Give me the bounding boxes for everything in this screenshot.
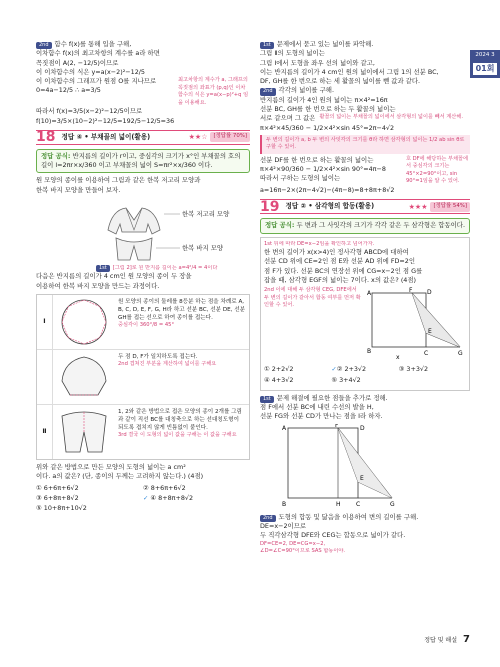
label-b: B	[367, 348, 372, 356]
q18-step-text-1: 이용하여 한복 바지 모양을 만드는 과정이다.	[36, 281, 160, 290]
q18-problem-1: 한복 바지 모양을 만들어 보자.	[36, 185, 121, 194]
fold-row-roman: Ⅰ	[37, 295, 53, 349]
circle-octagon-svg	[56, 296, 112, 348]
step-badge: 2nd	[36, 42, 52, 49]
right-column	[260, 40, 470, 556]
q19-problem-box	[260, 237, 470, 391]
q19-option-2: ✓② 2+3√2	[331, 365, 367, 374]
fold-row-roman	[37, 350, 53, 404]
calc-line-2: 서로 같으며 그 값은	[260, 114, 316, 123]
q18-rate: [정답률 70%]	[210, 132, 250, 142]
q18-number: 18	[36, 129, 56, 146]
q18-option-5: ⑤ 10+8π+10√2	[36, 504, 87, 513]
label-x: x	[396, 354, 400, 362]
fold-row-2	[37, 349, 249, 404]
q19-banner	[260, 199, 470, 214]
label-e: E	[360, 474, 364, 482]
left-column	[36, 40, 250, 515]
q19-sol-step1-line-1: 선분 FG와 선분 CD가 만나는 점을 I라 하자.	[260, 412, 383, 421]
right-intro-line-3: 이는 반지름의 길이가 4 cm인 원의 넓이에서 그림 1의 선분 BC,	[260, 67, 439, 76]
label-f: F	[335, 423, 339, 429]
folding-steps	[36, 294, 250, 460]
hanbok-figure	[36, 198, 250, 262]
q19-step2-note: 2nd 이에 대해 두 삼각형 CEG, DFE에서 두 변의 길이가 같아서 합동 여부를 먼저 확인할 수 있어.	[264, 287, 361, 309]
q18-option-1: ① 6+6π+6√2	[36, 483, 79, 492]
pants-svg	[56, 406, 112, 458]
check-mark-icon: ✓	[331, 365, 337, 374]
calc-line-1: 선분 BC, GH를 한 번으로 하는 두 활꼴의 넓이는	[260, 104, 396, 113]
label-pants: 한복 바지 모양	[182, 243, 224, 252]
q18-step-text-0: 다음은 반지름의 길이가 4 cm인 원 모양의 종이 두 장을	[36, 272, 192, 281]
q18-answer: 정답 ④ • 부채꼴의 넓이(활용)	[61, 132, 151, 141]
label-d: D	[360, 424, 365, 432]
q19-number: 19	[260, 198, 280, 215]
check-mark-icon: ✓	[143, 493, 149, 502]
left-intro-line-2: 꼭짓점이 A(2, −12/5)이므로	[36, 58, 119, 67]
side-tab-year: 2024 3	[475, 52, 495, 58]
q19-options	[264, 365, 466, 385]
q19-problem-3: 잡을 때, 삼각형 EGF의 넓이는 7이다. x의 값은? (4점)	[264, 275, 417, 284]
q18-stars: ★★☆	[188, 133, 208, 142]
pants-shape	[53, 405, 115, 459]
calc-line-3: π×4²×45/360 − 1/2×4²×sin 45°=2π−4√2	[260, 123, 395, 132]
page-footer	[424, 633, 470, 648]
q18-option-2: ② 8+6π+6√2	[143, 483, 186, 492]
fold-row-roman: Ⅱ	[37, 405, 53, 459]
left-intro-line-5: 0=4a−12/5 ∴ a=3/5	[36, 86, 101, 95]
label-f: F	[409, 287, 413, 295]
q19-rate: [정답률 54%]	[430, 202, 470, 212]
label-e: E	[428, 328, 432, 336]
vertex-annotation: 최고차항의 계수가 a, 그래프의 꼭짓점의 좌표가 (p,q)인 이차함수의 식은 y=a(x−p)²+q 임을 이용해요.	[178, 77, 249, 106]
q19-sol-step2-line-1: 두 직각삼각형 DFE와 CEG는 합동으로 넓이가 같다.	[260, 531, 406, 540]
q19-step1-note: 1st 뒤에 따라 DE=x−2임을 확인하고 넘어가자.	[264, 240, 375, 247]
q19-answer: 정답 ② • 삼각형의 합동(활용)	[285, 202, 375, 210]
q19-problem-2: 점 F가 있다. 선분 BC의 연장선 위에 CG=x−2인 점 G를	[264, 266, 423, 275]
arc-df-annotation: 호 DF에 해당하는 부채꼴에서 중심각의 크기는 45°×2=90°이고, sin 90°=1임을 알 수 있어.	[406, 155, 469, 185]
calc-line-0: 반지름의 길이가 4인 원의 넓이는 π×4²=16π	[260, 95, 388, 104]
folded-shape	[53, 350, 115, 404]
calc-line-4: 선분 DF를 한 번으로 하는 활꼴의 넓이는	[260, 155, 374, 164]
q18-option-4: ✓ ④ 8+8π+8√2	[143, 493, 194, 502]
segment-annotation: 활꼴의 넓이는 부채꼴의 넓이에서 삼각형의 넓이를 빼서 계산해.	[319, 114, 463, 121]
q18-step1-note: 1st [그림 2]로 원 반지름 길이는 a=4²/4 = 4이다	[36, 265, 250, 273]
left-intro-line-7: f(10)=3/5×(10−2)²−12/5=192/5−12/5=36	[36, 116, 175, 125]
fold-row-3-desc: 1, 2와 같은 방법으로 접은 모양의 종이 2개를 그림과 같이 직선 BC를 대칭축으로 하는 선대칭도형이 되도록 겹치지 않게 빈틈없이 붙인다. 3rd 결국 이 도형의 넓이 값을 구해는 이 값을 구해요	[118, 409, 242, 439]
q18-banner	[36, 130, 250, 145]
label-d: D	[427, 289, 432, 297]
q19-sol-step2-line-0: DE=x−2이므로	[260, 522, 307, 531]
right-intro-line-1: 그림 Ⅱ의 도형의 넓이는	[260, 49, 325, 58]
q19-sol-step2-line-3: ∠D=∠C=90°이므로 SAS 합동이야.	[260, 548, 346, 555]
footer-label: 정답 및 해설	[424, 636, 458, 644]
q19-sol-step1-title: 1st 문제 해결에 필요한 점들을 추가로 정해.	[260, 394, 470, 403]
fold-row-1	[37, 295, 249, 349]
label-a: A	[367, 290, 372, 298]
calc-line-7: a=16π−2×(2π−4√2)−(4π−8)=8+8π+8√2	[260, 186, 395, 194]
right-intro-line-2: 그림 Ⅰ에서 도형을 좌우 선의 넓이와 같고,	[260, 58, 375, 67]
q18-question-1: 이다. a의 값은? (단, 종이의 두께는 고려하지 않는다.) (4점)	[36, 472, 204, 481]
page-number: 7	[463, 633, 470, 645]
label-h: H	[336, 500, 341, 508]
q19-option-3: ③ 3+3√2	[398, 365, 429, 374]
q18-key-formula: 정답 공식: 반지름의 길이가 r이고, 중심각의 크기가 x°인 부채꼴의 호의 길이 l=2πr×x/360 이고 부채꼴의 넓이 S=πr²×x/360 이다.	[36, 149, 250, 174]
q18-question-0: 위와 같은 방법으로 만든 모양의 도형의 넓이는 a cm²	[36, 463, 186, 472]
q19-sol-step1-line-0: 점 F에서 선분 BC에 내린 수선의 발을 H,	[260, 403, 374, 412]
octagon-circle-shape	[53, 295, 115, 349]
side-tab-code: 01회	[472, 62, 498, 76]
left-intro-line-4: 이 이차함수의 그래프가 원점 O를 지나므로	[36, 77, 157, 86]
q19-problem-1: 선분 CD 위에 CE=2인 점 E와 선분 AD 위에 FD=2인	[264, 257, 416, 266]
label-b: B	[282, 500, 287, 508]
label-c: C	[424, 350, 429, 358]
q18-options	[36, 484, 250, 514]
label-jacket: 한복 저고리 모양	[182, 209, 230, 218]
calc-line-5: π×4²×90/360 − 1/2×4²×sin 90°=4π−8	[260, 165, 386, 174]
label-c: C	[356, 500, 361, 508]
square-solution-figure	[280, 424, 400, 510]
folded-svg	[56, 351, 112, 403]
side-tab	[470, 50, 500, 78]
left-intro-line-1: 이차함수 f(x)의 최고차항의 계수를 a라 하면	[36, 49, 160, 58]
calc-line-6: 따라서 구하는 도형의 넓이는	[260, 174, 341, 183]
q19-key-formula: 정답 공식: 두 변과 그 사잇각의 크기가 각각 같은 두 삼각형은 합동이다.	[260, 218, 470, 233]
q19-sol-step2-line-2: DF=CE=2, DE=CG=x−2,	[260, 540, 326, 547]
square-abcd-figure	[366, 287, 466, 363]
q19-problem-0: 한 변의 길이가 x(x>4)인 정사각형 ABCD에 대하여	[264, 248, 409, 257]
left-intro-line-6: 따라서 f(x)=3/5(x−2)²−12/5이므로	[36, 107, 143, 116]
q19-sol-step2-title: 2nd 도형의 합동 및 닮음을 이용하여 변의 길이를 구해.	[260, 513, 470, 522]
q19-option-1: ① 2+2√2	[264, 365, 294, 374]
fold-row-3	[37, 404, 249, 459]
right-intro-line-4: DF, GH를 한 번으로 하는 세 활꼴의 넓이를 뺀 값과 같다.	[260, 77, 421, 86]
left-intro-line-3: 이 이차함수의 식은 y=a(x−2)²−12/5	[36, 67, 145, 76]
label-g: G	[458, 350, 463, 358]
q18-option-3: ③ 6+8π+8√2	[36, 493, 79, 502]
right-step2-title: 2nd 각각의 넓이를 구해.	[260, 86, 470, 95]
q18-problem-0: 원 모양의 종이를 이용하여 그림과 같은 한복 저고리 모양과	[36, 176, 201, 185]
label-a: A	[282, 424, 287, 432]
label-g: G	[390, 500, 395, 508]
right-intro-line-0: 1st 문제에서 묻고 있는 넓이를 파악해.	[260, 40, 470, 49]
fold-row-2-desc: 두 점 D, F가 일치하도록 접는다. 2nd 겹쳐진 부분을 계산하여 넓이를 구해요	[118, 354, 217, 368]
fold-row-1-desc: 원 모양의 종이의 둘레를 8등분 하는 점을 차례로 A, B, C, D, E, F, G, H라 하고 선분 BC, 선분 DE, 선분 GH를 접는 선으로 하여 종이를 접는다. 중심각이 360°/8 = 45°	[118, 299, 246, 329]
q19-option-5: ⑤ 3+4√2	[331, 375, 361, 384]
q19-stars: ★★★	[408, 202, 428, 211]
q19-option-4: ④ 4+3√2	[264, 375, 294, 384]
step-badge: 1st	[260, 42, 274, 49]
left-intro-line-0: 2nd 함수 f(x)를 통해 입을 구해,	[36, 40, 250, 49]
triangle-area-annotation: 두 변의 길이가 a, b 두 변의 사잇각의 크기를 θ라 하면 삼각형의 넓이는 1/2 ab sin θ로 구할 수 있어.	[260, 135, 470, 154]
